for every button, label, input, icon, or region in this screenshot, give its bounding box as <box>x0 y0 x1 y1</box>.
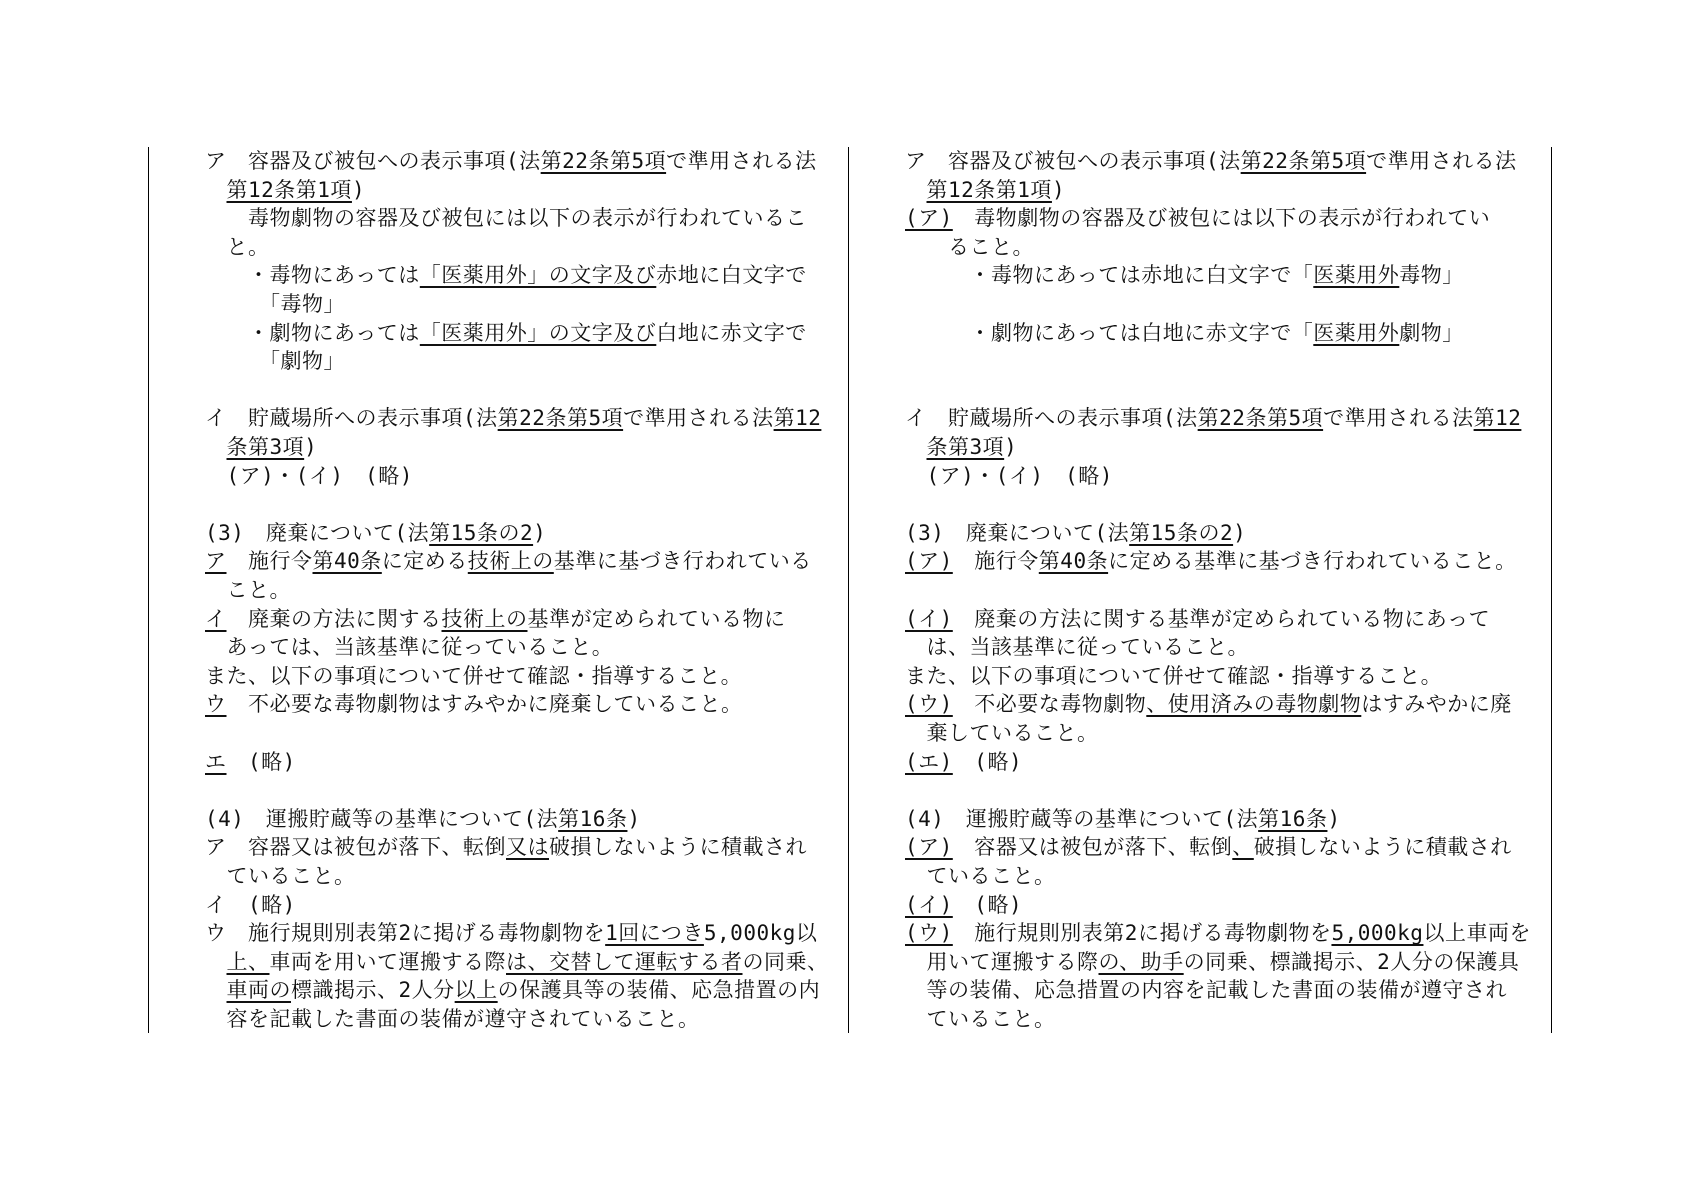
underlined-revision-text: (ウ) <box>905 921 953 946</box>
text-line <box>905 719 1099 748</box>
text-line <box>205 805 641 834</box>
text-segment: 毒物劇物の容器及び被包には以下の表示が行われているこ <box>205 206 807 231</box>
underlined-revision-text: 第16条 <box>1258 806 1328 831</box>
text-line <box>205 233 270 262</box>
underlined-revision-text: 条第3項 <box>226 435 305 459</box>
text-line <box>905 404 1521 433</box>
underlined-revision-text: 又は <box>506 835 549 860</box>
text-segment <box>905 435 927 459</box>
text-segment: 破損しないように積載され <box>1253 835 1512 860</box>
text-segment: ) <box>627 806 641 831</box>
text-segment: ) <box>1233 520 1247 545</box>
text-segment: ア 容器及び被包への表示事項(法 <box>905 149 1241 173</box>
text-line <box>205 433 317 462</box>
text-line <box>905 919 1531 948</box>
text-segment: で準用される法 <box>623 406 774 431</box>
text-line <box>205 605 786 634</box>
underlined-revision-text: ア <box>205 549 227 574</box>
text-segment <box>905 178 927 202</box>
text-segment: はすみやかに廃 <box>1361 692 1512 717</box>
text-segment: また、以下の事項について併せて確認・指導すること。 <box>205 663 743 688</box>
text-segment <box>205 950 227 974</box>
underlined-revision-text: 第12 <box>1473 406 1522 431</box>
underlined-revision-text: (ウ) <box>905 692 953 717</box>
text-segment <box>205 435 227 459</box>
underlined-revision-text: 第22条第5項 <box>497 406 624 431</box>
underlined-revision-text: 第12条第1項 <box>926 177 1052 202</box>
text-segment: (4) 運搬貯蔵等の基準について(法 <box>205 806 559 831</box>
text-segment: 「劇物」 <box>205 349 345 374</box>
text-segment: の同乗、 <box>742 949 829 974</box>
text-line <box>205 633 613 662</box>
text-segment: 施行令 <box>226 549 313 574</box>
text-line <box>205 948 829 977</box>
text-line <box>205 319 807 348</box>
left-column-old-text <box>205 147 845 1033</box>
underlined-revision-text: (エ) <box>905 749 953 774</box>
underlined-revision-text: 技術上の <box>467 549 554 574</box>
text-segment: の保護具等の装備、応急措置の内 <box>497 978 821 1003</box>
text-segment: の同乗、標識掲示、2人分の保護具 <box>1183 949 1520 974</box>
text-line <box>905 547 1517 576</box>
text-line <box>205 176 365 205</box>
underlined-revision-text: 第22条第5項 <box>1197 406 1324 431</box>
text-segment: ) <box>1051 177 1066 202</box>
text-line <box>905 605 1490 634</box>
text-line <box>205 891 296 920</box>
underlined-revision-text: ウ <box>205 692 227 717</box>
text-line <box>205 404 821 433</box>
text-line <box>205 748 296 777</box>
underlined-revision-text: 、使用済みの毒物劇物 <box>1146 692 1362 717</box>
underlined-revision-text: (ア) <box>905 206 953 231</box>
center-divider-line <box>848 147 849 1033</box>
text-segment: ) <box>304 435 318 459</box>
underlined-revision-text: 第15条の2 <box>1129 520 1234 545</box>
text-line <box>905 319 1464 348</box>
text-segment: 用いて運搬する際 <box>905 949 1099 974</box>
text-line <box>205 690 743 719</box>
text-segment: (略) <box>952 892 1023 917</box>
underlined-revision-text: 第40条 <box>1038 549 1109 574</box>
underlined-revision-text: 第22条第5項 <box>540 149 667 173</box>
text-segment: (3) 廃棄について(法 <box>905 520 1130 545</box>
text-line <box>905 862 1056 891</box>
text-segment <box>205 978 227 1002</box>
text-segment: ていること。 <box>905 864 1056 888</box>
text-line <box>905 519 1246 548</box>
underlined-revision-text: 医薬用外 <box>1313 320 1400 345</box>
text-segment: 棄していること。 <box>905 721 1099 745</box>
text-segment: ・劇物にあっては <box>205 320 420 345</box>
underlined-revision-text: イ <box>205 606 227 631</box>
text-line <box>205 833 807 862</box>
text-segment: は、当該基準に従っていること。 <box>905 635 1249 660</box>
underlined-revision-text: (ア) <box>905 835 953 860</box>
underlined-revision-text: (イ) <box>905 892 953 917</box>
text-segment: 5,000kg以 <box>703 921 818 946</box>
underlined-revision-text: (ア) <box>905 549 953 574</box>
text-segment: 毒物劇物の容器及び被包には以下の表示が行われてい <box>952 206 1491 231</box>
text-segment: こと。 <box>205 578 291 602</box>
text-line <box>205 519 546 548</box>
text-segment: ていること。 <box>905 1007 1056 1031</box>
text-segment: 基準が定められている物に <box>527 606 786 631</box>
text-segment: ア 容器又は被包が落下、転倒 <box>205 835 506 860</box>
underlined-revision-text: 第12条第1項 <box>226 177 352 202</box>
text-line <box>205 290 345 319</box>
text-segment: に定める基準に基づき行われていること。 <box>1108 549 1517 574</box>
underlined-revision-text: 第40条 <box>312 549 382 574</box>
underlined-revision-text: は、交替して運転する者 <box>506 949 743 974</box>
underlined-revision-text: 1回につき <box>605 921 704 946</box>
text-segment: (略) <box>952 749 1023 774</box>
text-segment: ・毒物にあっては <box>205 263 420 288</box>
text-segment: 不必要な毒物劇物はすみやかに廃棄していること。 <box>226 692 743 717</box>
text-segment: ) <box>1327 806 1341 831</box>
underlined-revision-text: 以上 <box>454 978 498 1003</box>
text-segment: ていること。 <box>205 864 356 888</box>
text-segment: (ア)・(イ) (略) <box>905 463 1113 488</box>
text-segment: 破損しないように積載され <box>549 835 807 860</box>
text-line <box>205 976 820 1005</box>
text-segment: 劇物」 <box>1399 320 1464 345</box>
text-segment: (略) <box>226 749 296 774</box>
text-line <box>905 176 1065 205</box>
text-line <box>905 976 1507 1005</box>
text-line <box>905 833 1512 862</box>
text-segment: ア 容器及び被包への表示事項(法 <box>205 149 541 173</box>
text-segment: 廃棄の方法に関する基準が定められている物にあって <box>952 606 1491 631</box>
text-segment: イ 貯蔵場所への表示事項(法 <box>205 406 498 431</box>
underlined-revision-text: 第16条 <box>558 806 628 831</box>
text-line <box>205 919 817 948</box>
text-segment: 施行規則別表第2に掲げる毒物劇物を <box>952 921 1332 946</box>
text-segment: ) <box>1004 435 1018 459</box>
text-line <box>205 547 812 576</box>
text-segment: (3) 廃棄について(法 <box>205 520 430 545</box>
text-line <box>905 433 1017 462</box>
underlined-revision-text: (イ) <box>905 606 953 631</box>
text-segment: 不必要な毒物劇物 <box>952 692 1147 717</box>
text-line <box>205 576 291 605</box>
text-line <box>205 662 742 691</box>
text-segment: と。 <box>205 234 270 259</box>
right-border-line <box>1551 147 1552 1033</box>
text-line <box>205 261 807 290</box>
text-line <box>905 805 1341 834</box>
underlined-revision-text: 上、 <box>226 949 270 974</box>
text-segment: 基準に基づき行われている <box>553 549 812 574</box>
text-line <box>905 948 1519 977</box>
underlined-revision-text: 条第3項 <box>926 435 1005 459</box>
text-segment: 等の装備、応急措置の内容を記載した書面の装備が遵守され <box>905 978 1507 1003</box>
underlined-revision-text: 医薬用外 <box>1313 263 1400 288</box>
text-line <box>905 690 1512 719</box>
text-segment: ・劇物にあっては白地に赤文字で「 <box>905 320 1314 345</box>
underlined-revision-text: エ <box>205 749 227 774</box>
text-segment: また、以下の事項について併せて確認・指導すること。 <box>905 663 1443 688</box>
text-segment: 「毒物」 <box>205 292 345 316</box>
underlined-revision-text: 第15条の2 <box>429 520 534 545</box>
text-segment: で準用される法 <box>1366 149 1517 173</box>
underlined-revision-text: 第22条第5項 <box>1240 149 1367 173</box>
text-line <box>905 204 1490 233</box>
text-segment: 廃棄の方法に関する <box>226 606 442 631</box>
underlined-revision-text: 第12 <box>773 406 822 431</box>
text-segment: ること。 <box>905 234 1034 259</box>
text-segment: ウ 施行規則別表第2に掲げる毒物劇物を <box>205 921 606 946</box>
text-segment: (4) 運搬貯蔵等の基準について(法 <box>905 806 1259 831</box>
text-segment: (ア)・(イ) (略) <box>205 463 413 488</box>
text-segment: 赤地に白文字で <box>656 263 807 288</box>
text-segment: に定める <box>381 549 468 574</box>
text-segment: で準用される法 <box>1323 406 1474 431</box>
underlined-revision-text: 「医薬用外」の文字及び <box>419 320 657 345</box>
text-segment: 白地に赤文字で <box>656 320 807 345</box>
underlined-revision-text: 「医薬用外」の文字及び <box>419 263 657 288</box>
text-line <box>905 748 1022 777</box>
text-segment: イ 貯蔵場所への表示事項(法 <box>905 406 1198 431</box>
text-segment: イ (略) <box>205 892 296 917</box>
underlined-revision-text: 、 <box>1232 835 1254 860</box>
text-line <box>905 462 1113 491</box>
text-line <box>205 1005 700 1034</box>
text-line <box>905 233 1034 262</box>
text-segment: ・毒物にあっては赤地に白文字で「 <box>905 263 1314 288</box>
text-segment: で準用される法 <box>666 149 817 173</box>
text-segment: 容を記載した書面の装備が遵守されていること。 <box>205 1007 700 1031</box>
text-line <box>205 347 345 376</box>
text-segment: ) <box>351 177 366 202</box>
text-line <box>905 261 1464 290</box>
right-column-new-text <box>905 147 1547 1033</box>
text-segment: 標識掲示、2人分 <box>291 978 455 1003</box>
text-segment: あっては、当該基準に従っていること。 <box>205 635 614 660</box>
text-segment: 容器又は被包が落下、転倒 <box>952 835 1233 860</box>
text-segment: 施行令 <box>952 549 1039 574</box>
text-line <box>205 147 817 176</box>
underlined-revision-text: 5,000kg <box>1331 921 1424 946</box>
left-border-line <box>148 147 149 1033</box>
text-line <box>905 147 1517 176</box>
text-line <box>205 462 413 491</box>
text-line <box>905 662 1442 691</box>
text-line <box>205 862 356 891</box>
underlined-revision-text: 技術上の <box>441 606 528 631</box>
text-line <box>905 633 1249 662</box>
underlined-revision-text: 車両の <box>226 978 291 1003</box>
text-segment: 車両を用いて運搬する際 <box>269 949 506 974</box>
text-line <box>905 891 1022 920</box>
underlined-revision-text: の、助手 <box>1098 949 1184 974</box>
text-segment: ) <box>533 520 547 545</box>
text-line <box>905 1005 1056 1034</box>
text-segment <box>205 178 227 202</box>
text-segment: 以上車両を <box>1423 921 1531 946</box>
text-segment: 毒物」 <box>1399 263 1464 288</box>
text-line <box>205 204 807 233</box>
